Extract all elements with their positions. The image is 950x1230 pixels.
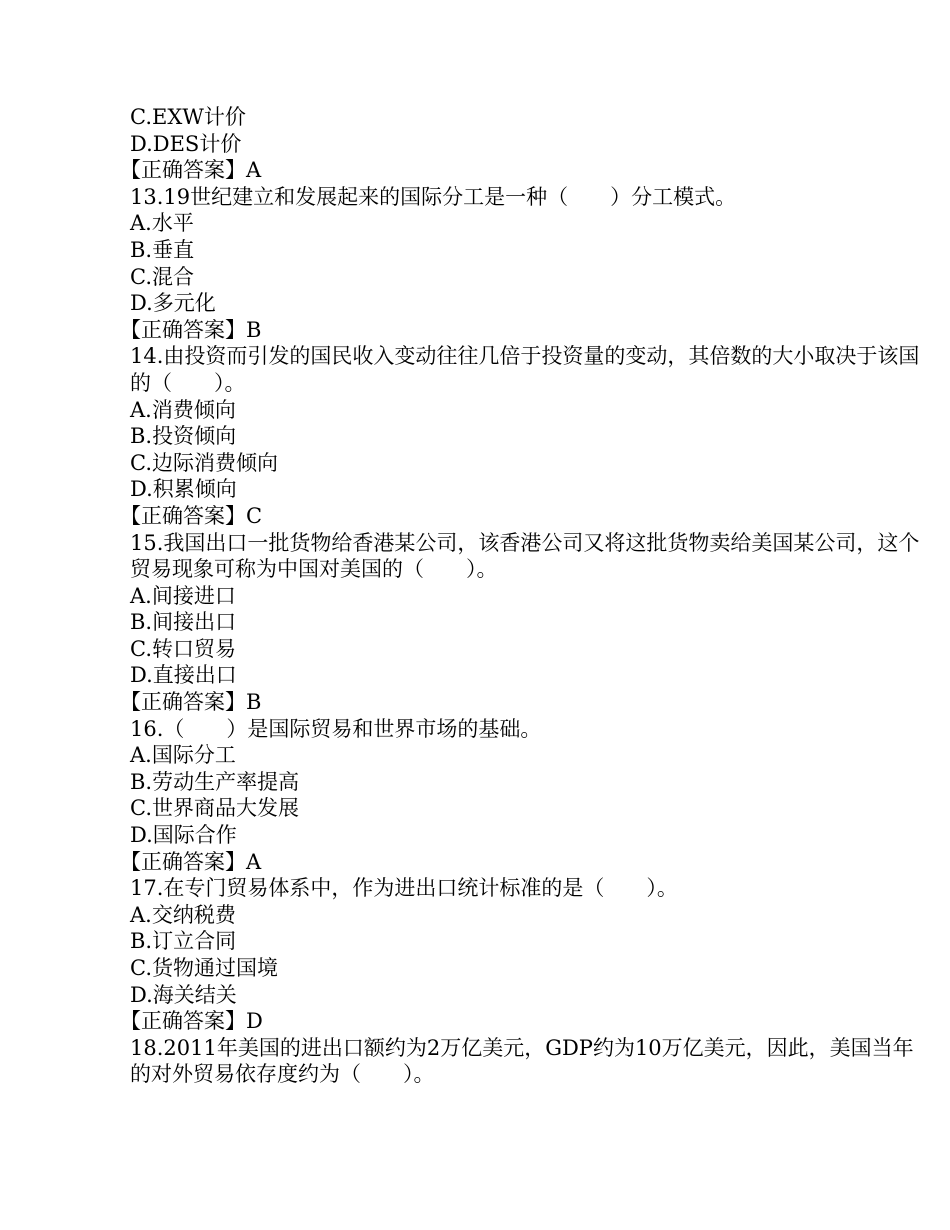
option-a: A.国际分工 bbox=[130, 743, 236, 768]
question-17: 17.在专门贸易体系中，作为进出口统计标准的是（ ）。 bbox=[130, 876, 678, 901]
question-18: 18.2011年美国的进出口额约为2万亿美元，GDP约为10万亿美元，因此，美国当年的对外贸易依存度约为（ ）。 bbox=[130, 1035, 914, 1087]
option-c: C.混合 bbox=[130, 264, 194, 289]
option-a: A.交纳税费 bbox=[130, 902, 236, 927]
question-16: 16.（ ）是国际贸易和世界市场的基础。 bbox=[130, 716, 542, 741]
option-d: D.DES计价 bbox=[130, 131, 242, 156]
option-b: B.劳动生产率提高 bbox=[130, 769, 300, 794]
option-d: D.多元化 bbox=[130, 291, 216, 316]
option-a: A.间接进口 bbox=[130, 583, 236, 608]
question-13: 13.19世纪建立和发展起来的国际分工是一种（ ）分工模式。 bbox=[130, 184, 737, 209]
option-d: D.直接出口 bbox=[130, 663, 237, 688]
correct-answer: 【正确答案】B bbox=[120, 690, 262, 715]
option-d: D.海关结关 bbox=[130, 982, 237, 1007]
correct-answer: 【正确答案】B bbox=[120, 317, 262, 342]
option-b: B.间接出口 bbox=[130, 610, 237, 635]
option-c: C.转口贸易 bbox=[130, 636, 236, 661]
option-a: A.消费倾向 bbox=[130, 397, 236, 422]
option-b: B.投资倾向 bbox=[130, 424, 237, 449]
option-c: C.世界商品大发展 bbox=[130, 796, 299, 821]
option-d: D.积累倾向 bbox=[130, 477, 237, 502]
option-a: A.水平 bbox=[130, 211, 194, 236]
correct-answer: 【正确答案】A bbox=[120, 158, 262, 183]
option-c: C.边际消费倾向 bbox=[130, 450, 278, 475]
correct-answer: 【正确答案】A bbox=[120, 849, 262, 874]
question-15: 15.我国出口一批货物给香港某公司，该香港公司又将这批货物卖给美国某公司，这个贸易现象可称为中国对美国的（ ）。 bbox=[130, 530, 920, 582]
correct-answer: 【正确答案】C bbox=[120, 503, 263, 528]
document-page bbox=[120, 104, 920, 1088]
option-b: B.垂直 bbox=[130, 237, 195, 262]
option-d: D.国际合作 bbox=[130, 823, 237, 848]
question-14: 14.由投资而引发的国民收入变动往往几倍于投资量的变动，其倍数的大小取决于该国的（ ）。 bbox=[130, 344, 920, 395]
option-b: B.订立合同 bbox=[130, 929, 237, 954]
option-c: C.货物通过国境 bbox=[130, 956, 278, 980]
option-c: C.EXW计价 bbox=[130, 105, 246, 129]
correct-answer: 【正确答案】D bbox=[120, 1009, 263, 1034]
